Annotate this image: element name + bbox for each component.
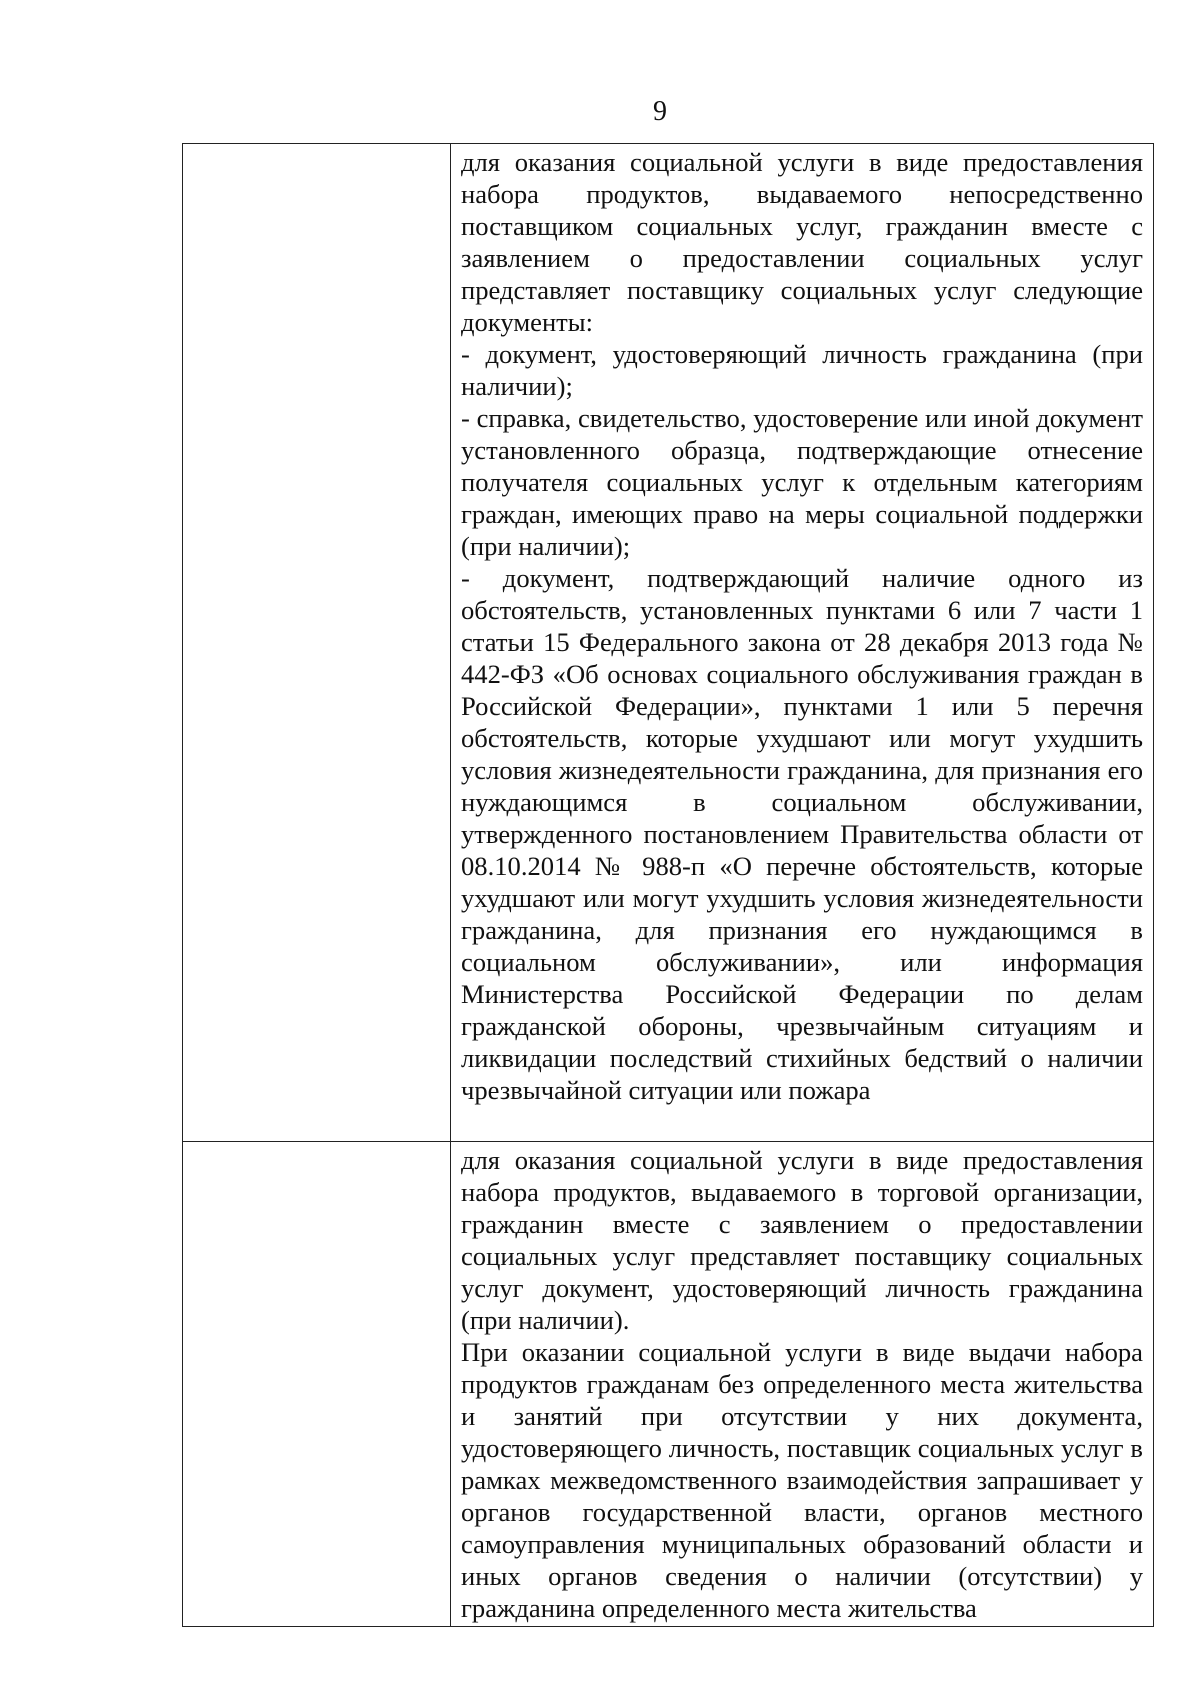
table-row <box>183 144 1154 1142</box>
table-cell-left-empty <box>183 144 451 1142</box>
paragraph: для оказания социальной услуги в виде предоставления набора продуктов, выдаваемого непосредственно поставщиком социальных услуг, гражданин вместе с заявлением о предоставлении социальных услуг представляет поставщику социальных услуг следующие документы: <box>461 147 1143 337</box>
table-row <box>183 1142 1154 1627</box>
paragraph: для оказания социальной услуги в виде предоставления набора продуктов, выдаваемого в торговой организации, гражданин вместе с заявлением о предоставлении социальных услуг представляет поставщику социальных услуг документ, удостоверяющий личность гражданина (при наличии). <box>461 1145 1143 1335</box>
table-cell-text <box>451 1142 1154 1627</box>
list-item: - документ, удостоверяющий личность гражданина (при наличии); <box>461 339 1143 401</box>
paragraph: При оказании социальной услуги в виде выдачи набора продуктов гражданам без определенного места жительства и занятий при отсутствии у них документа, удостоверяющего личность, поставщик социальных услуг в рамках межведомственного взаимодействия запрашивает у органов государственной власти, органов местного самоуправления муниципальных образований области и иных органов сведения о наличии (отсутствии) у гражданина определенного места жительства <box>461 1337 1143 1623</box>
table-cell-left-empty <box>183 1142 451 1627</box>
list-item: - документ, подтверждающий наличие одного из обстоятельств, установленных пунктами 6 или 7 части 1 статьи 15 Федерального закона от 28 декабря 2013 года № 442-ФЗ «Об основах социального обслуживания граждан в Российской Федерации», пунктами 1 или 5 перечня обстоятельств, которые ухудшают или могут ухудшить условия жизнедеятельности гражданина, для признания его нуждающимся в социальном обслуживании, утвержденного постановлением Правительства области от 08.10.2014 № 988-п «О перечне обстоятельств, которые ухудшают или могут ухудшить условия жизнедеятельности гражданина, для признания его нуждающимся в социальном обслуживании», или информация Министерства Российской Федерации по делам гражданской обороны, чрезвычайным ситуациям и ликвидации последствий стихийных бедствий о наличии чрезвычайной ситуации или пожара <box>461 563 1143 1105</box>
page-number: 9 <box>653 96 667 127</box>
document-table <box>182 143 1154 1627</box>
table-cell-text <box>451 144 1154 1142</box>
list-item: - справка, свидетельство, удостоверение или иной документ установленного образца, подтверждающие отнесение получателя социальных услуг к отдельным категориям граждан, имеющих право на меры социальной поддержки (при наличии); <box>461 403 1143 561</box>
